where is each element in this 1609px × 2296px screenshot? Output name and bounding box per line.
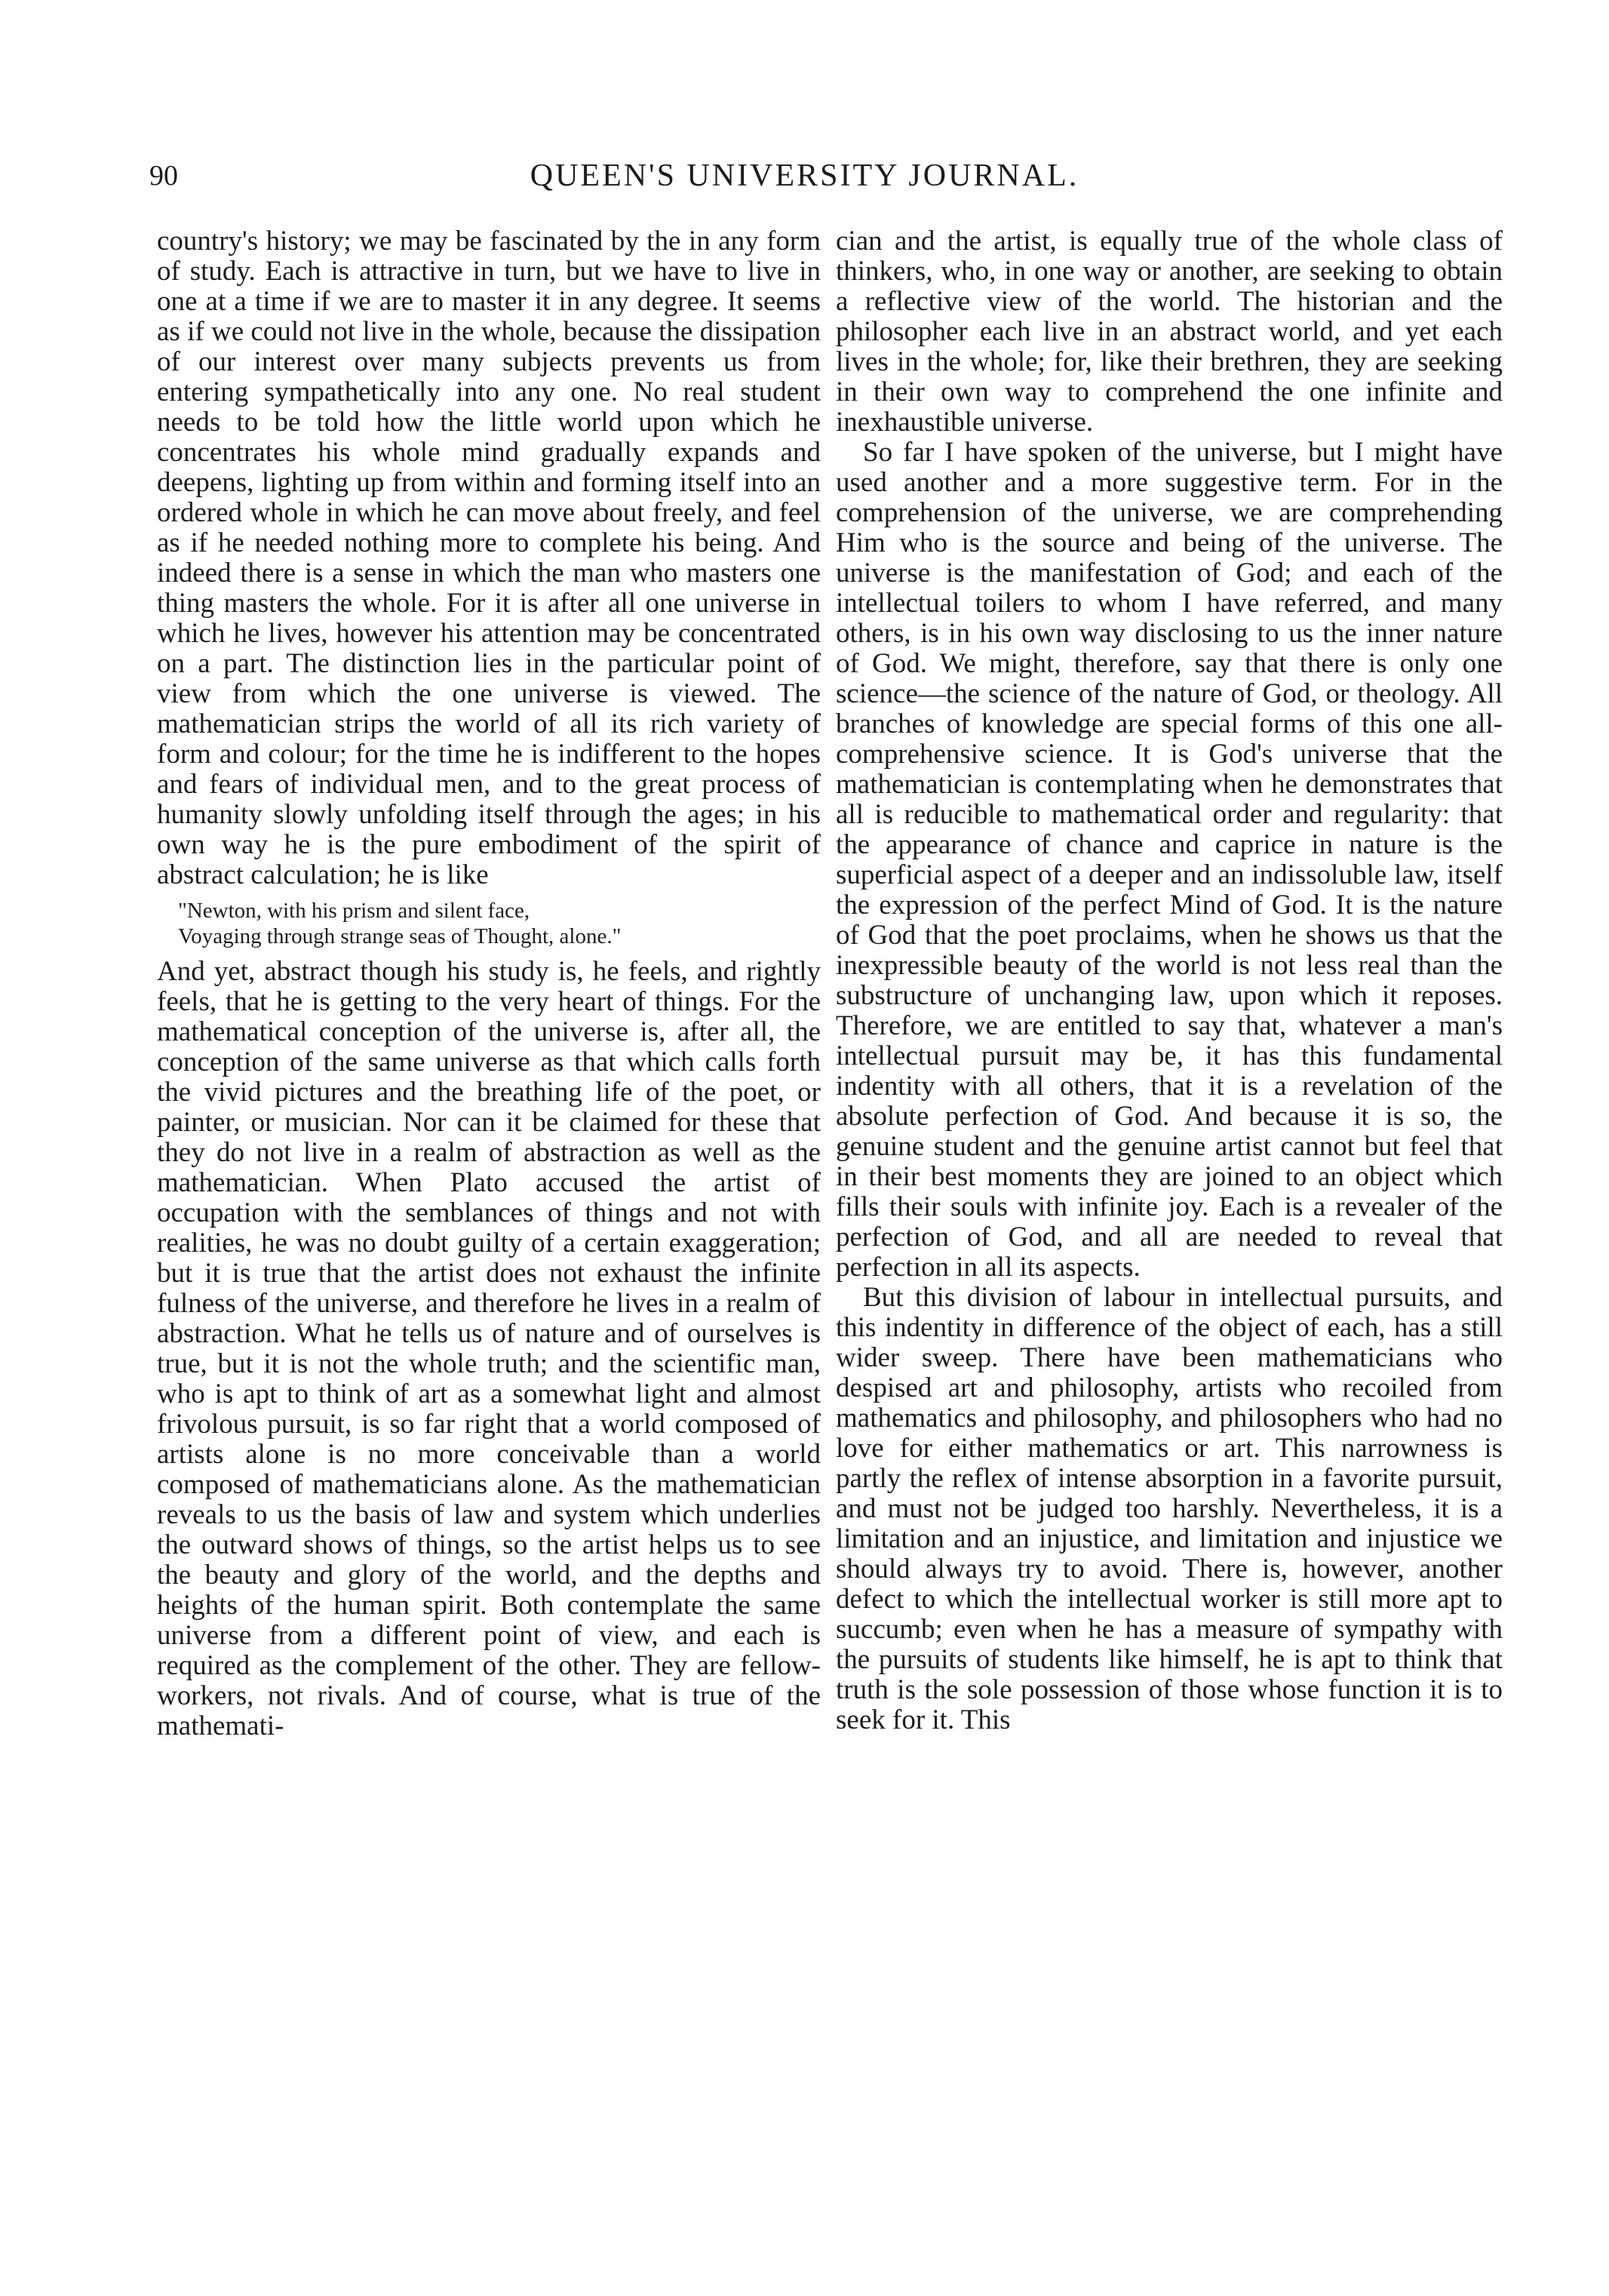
quote-line-2: Voyaging through strange seas of Thought, alone." (178, 924, 622, 948)
right-paragraph-1: cian and the artist, is equally true of the whole class of thinkers, who, in one way or another, are seeking to obtain a reflective view of the world. The historian and the philosopher each live in an abstract world, and yet each lives in the whole; for, like their brethren, they are seeking in their own way to comprehend the one infinite and inexhaustible universe. (836, 226, 1503, 438)
left-paragraph-2: And yet, abstract though his study is, he feels, and rightly feels, that he is getting to the very heart of things. For the mathematical conception of the universe is, after all, the conception of the same universe as that which calls forth the vivid pictures and the breathing life of the poet, or painter, or musician. Nor can it be claimed for these that they do not live in a realm of abstraction as well as the mathematician. When Plato accused the artist of occupation with the semblances of things and not with realities, he was no doubt guilty of a certain exaggeration; but it is true that the artist does not exhaust the infinite fulness of the universe, and therefore he lives in a realm of abstraction. What he tells us of nature and of ourselves is true, but it is not the whole truth; and the scientific man, who is apt to think of art as a somewhat light and almost frivolous pursuit, is so far right that a world composed of artists alone is no more conceivable than a world composed of mathematicians alone. As the mathematician reveals to us the basis of law and system which underlies the outward shows of things, so the artist helps us to see the beauty and glory of the world, and the depths and heights of the human spirit. Both contemplate the same universe from a different point of view, and each is required as the complement of the other. They are fellow-workers, not rivals. And of course, what is true of the mathemati- (157, 956, 821, 1741)
right-paragraph-2: So far I have spoken of the universe, but I might have used another and a more suggestive term. For in the comprehension of the universe, we are comprehending Him who is the source and being of the universe. The universe is the manifestation of God; and each of the intellectual toilers to whom I have referred, and many others, is in his own way disclosing to us the inner nature of God. We might, therefore, say that there is only one science—the science of the nature of God, or theology. All branches of knowledge are special forms of this one all-comprehensive science. It is God's universe that the mathematician is contemplating when he demonstrates that all is reducible to mathematical order and regularity: that the appearance of chance and caprice in nature is the superficial aspect of a deeper and an indissoluble law, itself the expression of the perfect Mind of God. It is the nature of God that the poet proclaims, when he shows us that the inexpressible beauty of the world is not less real than the substructure of unchanging law, upon which it reposes. Therefore, we are entitled to say that, whatever a man's intellectual pursuit may be, it has this fundamental indentity with all others, that it is a revelation of the absolute perfection of God. And because it is so, the genuine student and the genuine artist cannot but feel that in their best moments they are joined to an object which fills their souls with infinite joy. Each is a revealer of the perfection of God, and all are needed to reveal that perfection in all its aspects. (836, 437, 1503, 1283)
left-column (157, 226, 821, 1741)
right-paragraph-3: But this division of labour in intellectual pursuits, and this indentity in difference of the object of each, has a still wider sweep. There have been mathematicians who despised art and philosophy, artists who recoiled from mathematics and philosophy, and philosophers who had no love for either mathematics or art. This narrowness is partly the reflex of intense absorption in a favorite pursuit, and must not be judged too harshly. Nevertheless, it is a limitation and an injustice, and limitation and injustice we should always try to avoid. There is, however, another defect to which the intellectual worker is still more apt to succumb; even when he has a measure of sympathy with the pursuits of students like himself, he is apt to think that truth is the sole possession of those whose function it is to seek for it. This (836, 1282, 1503, 1735)
left-paragraph-1: country's history; we may be fascinated by the in any form of study. Each is attractive in turn, but we have to live in one at a time if we are to master it in any degree. It seems as if we could not live in the whole, because the dissipation of our interest over many subjects prevents us from entering sympathetically into any one. No real student needs to be told how the little world upon which he concentrates his whole mind gradually expands and deepens, lighting up from within and forming itself into an ordered whole in which he can move about freely, and feel as if he needed nothing more to complete his being. And indeed there is a sense in which the man who masters one thing masters the whole. For it is after all one universe in which he lives, however his attention may be concentrated on a part. The distinction lies in the particular point of view from which the one universe is viewed. The mathematician strips the world of all its rich variety of form and colour; for the time he is indifferent to the hopes and fears of individual men, and to the great process of humanity slowly unfolding itself through the ages; in his own way he is the pure embodiment of the spirit of abstract calculation; he is like (157, 226, 821, 890)
quote-line-1: "Newton, with his prism and silent face, (178, 899, 530, 923)
right-column (836, 226, 1503, 1735)
verse-quotation (178, 898, 821, 949)
page-number: 90 (149, 160, 178, 192)
running-head: QUEEN'S UNIVERSITY JOURNAL. (530, 158, 1079, 193)
